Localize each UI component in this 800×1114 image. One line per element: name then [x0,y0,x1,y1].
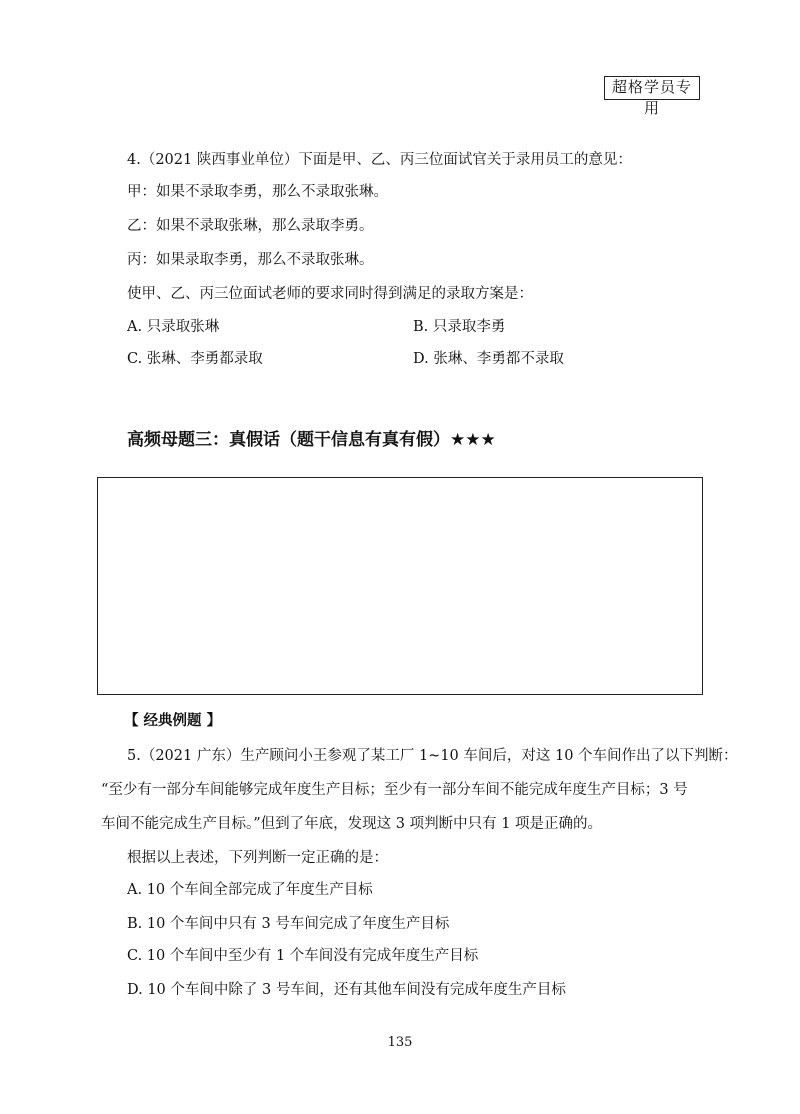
question-5-option-c: C. 10 个车间中至少有 1 个车间没有完成年度生产目标 [127,948,479,964]
question-4-statement-yi: 乙：如果不录取张琳，那么录取李勇。 [127,218,374,234]
question-5-option-a: A. 10 个车间全部完成了年度生产目标 [127,882,373,898]
question-4-stem: 4.（2021 陕西事业单位）下面是甲、乙、丙三位面试官关于录用员工的意见： [127,152,632,168]
question-4-option-a: A. 只录取张琳 [127,319,220,335]
question-4-option-b: B. 只录取李勇 [413,319,506,335]
question-4-statement-jia: 甲：如果不录取李勇，那么不录取张琳。 [127,184,388,200]
question-5-option-b: B. 10 个车间中只有 3 号车间完成了年度生产目标 [127,916,450,932]
question-4-prompt: 使甲、乙、丙三位面试老师的要求同时得到满足的录取方案是： [127,286,533,302]
question-5-prompt: 根据以上表述，下列判断一定正确的是： [127,850,388,866]
question-5-stem-line-2: “至少有一部分车间能够完成年度生产目标；至少有一部分车间不能完成年度生产目标；3 号 [101,782,688,798]
question-5-stem-line-1: 5.（2021 广东）生产顾问小王参观了某工厂 1~10 车间后，对这 10 个车间作出了以下判断： [127,748,738,764]
question-4-option-c: C. 张琳、李勇都录取 [127,351,263,367]
question-5-stem-line-3: 车间不能完成生产目标。”但到了年底，发现这 3 项判断中只有 1 项是正确的。 [101,816,603,832]
section-heading: 高频母题三：真假话（题干信息有真有假）★★★ [127,430,496,450]
question-5-option-d: D. 10 个车间中除了 3 号车间，还有其他车间没有完成年度生产目标 [127,982,566,998]
classic-example-tag: 【 经典例题 】 [124,713,222,729]
question-4-option-d: D. 张琳、李勇都不录取 [413,351,564,367]
page-number: 135 [387,1035,413,1050]
notes-box [97,477,703,695]
question-4-statement-bing: 丙：如果录取李勇，那么不录取张琳。 [127,252,374,268]
student-only-badge: 超格学员专用 [604,76,700,100]
